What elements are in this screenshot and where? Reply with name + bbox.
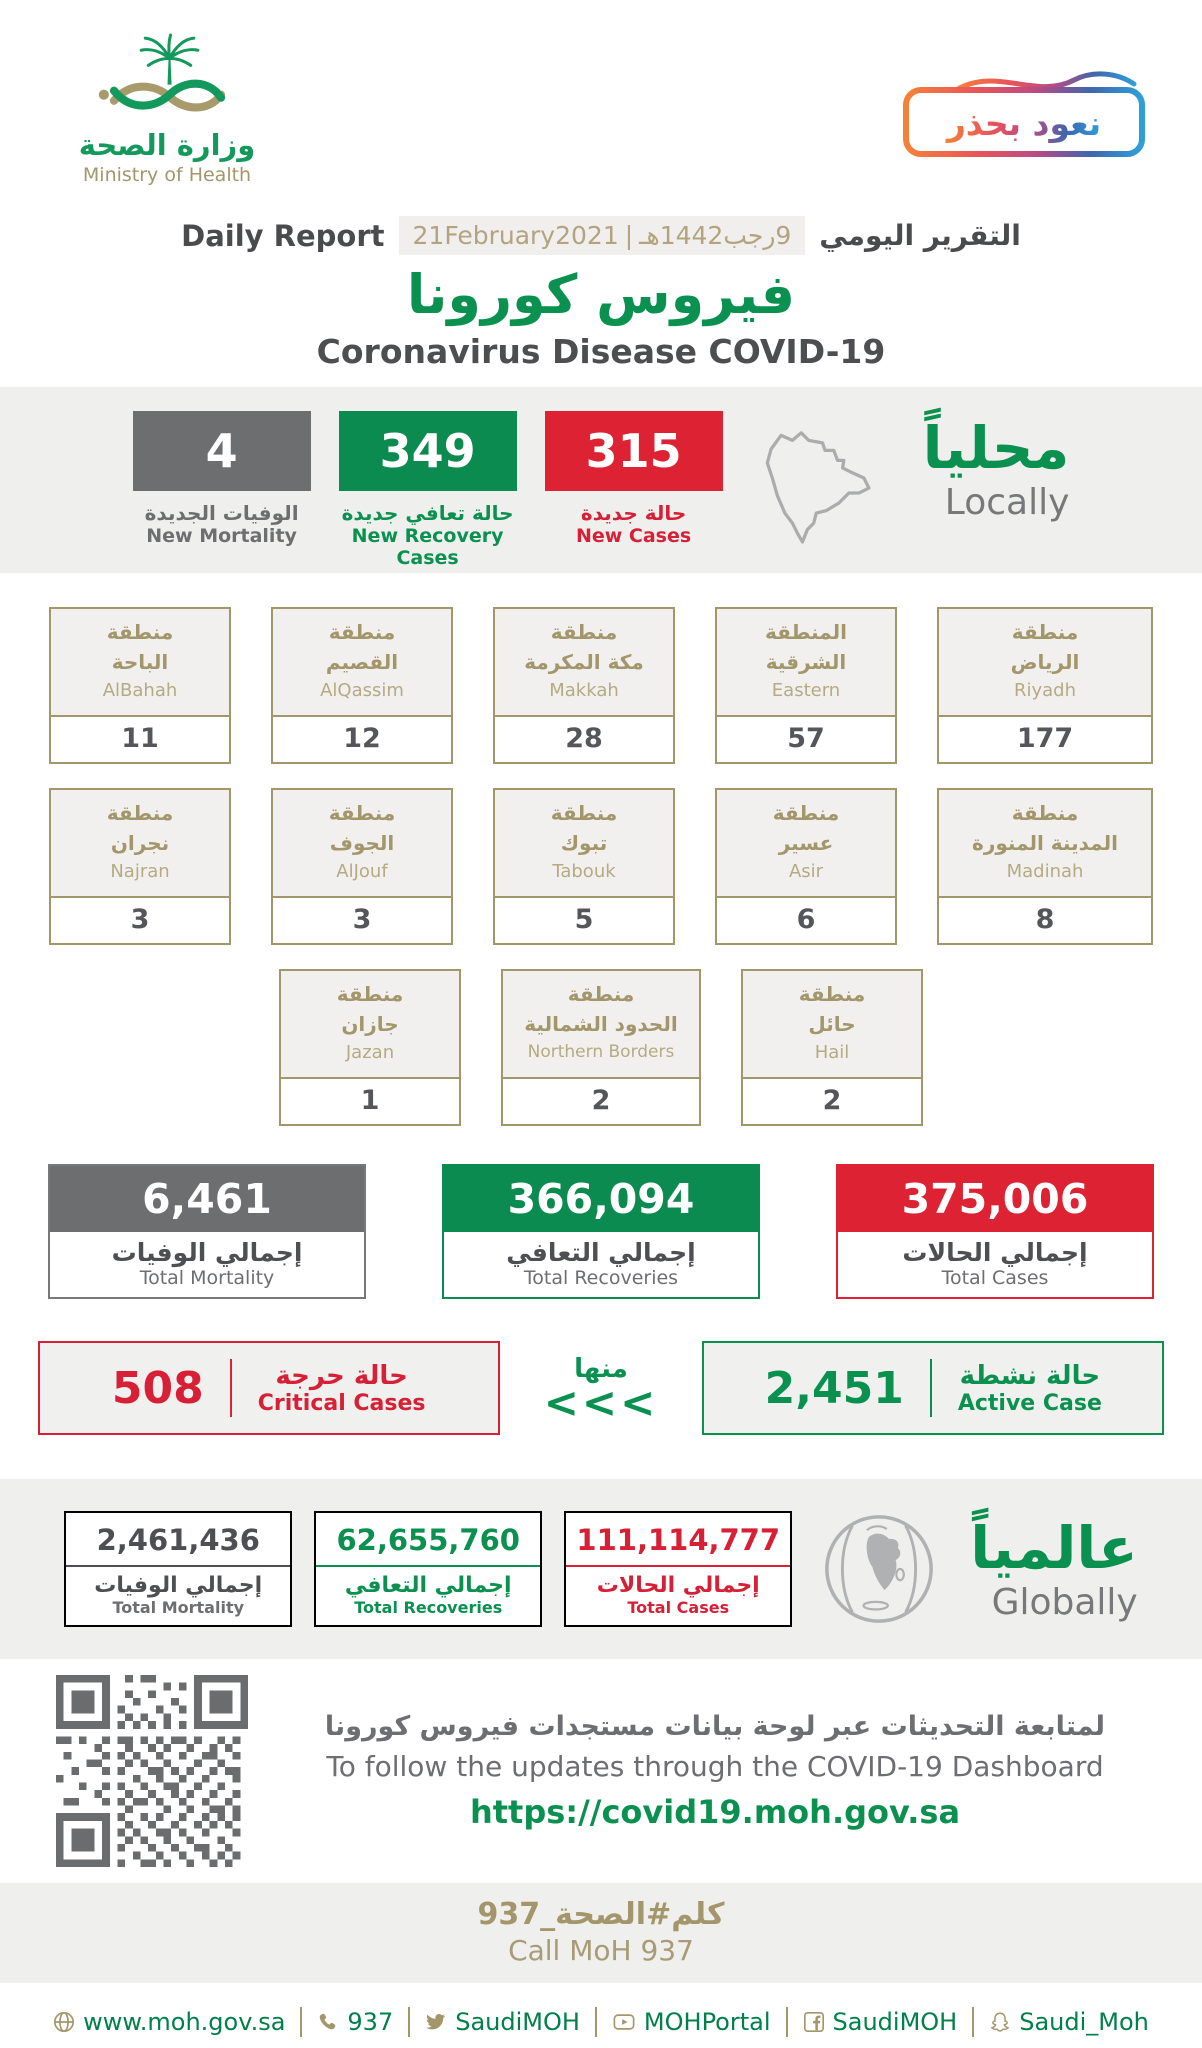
- snapchat-icon: [989, 2011, 1011, 2033]
- region-card-najran: [49, 788, 231, 945]
- total-cases-label-ar: إجمالي الحالات: [902, 1238, 1088, 1267]
- new-recovery-value: 349: [339, 411, 517, 491]
- total-cases-label-en: Total Cases: [941, 1267, 1049, 1289]
- region-card-tabouk: [493, 788, 675, 945]
- global-mortality-label-ar: إجمالي الوفيات: [94, 1573, 263, 1598]
- of-which-indicator: [543, 1354, 659, 1428]
- region-value: 3: [130, 904, 150, 935]
- daily-report-label-arabic: التقرير اليومي: [819, 219, 1021, 252]
- footer-youtube-text: MOHPortal: [643, 2008, 771, 2036]
- twitter-icon: [425, 2011, 447, 2033]
- critical-cases-box: [38, 1341, 500, 1435]
- new-mortality-label-ar: الوفيات الجديدة: [144, 501, 299, 525]
- region-card-aljouf: [271, 788, 453, 945]
- footer-snapchat-link[interactable]: [989, 2008, 1149, 2036]
- region-en: Jazan: [345, 1042, 395, 1063]
- region-value: 11: [121, 723, 159, 754]
- total-cases-value: 375,006: [838, 1166, 1152, 1232]
- region-card-asir: [715, 788, 897, 945]
- active-cases-box: [702, 1341, 1164, 1435]
- region-ar2: المدينة المنورة: [972, 831, 1118, 855]
- of-which-label: منها: [574, 1354, 628, 1385]
- region-en: Northern Borders: [527, 1042, 675, 1062]
- globe-icon: [818, 1506, 940, 1632]
- region-ar1: منطقة: [567, 982, 635, 1006]
- locally-heading-ar: محلياً: [922, 414, 1070, 482]
- region-row-2: [0, 788, 1202, 945]
- footer-separator: [786, 2007, 788, 2037]
- region-ar2: الباحة: [111, 650, 169, 674]
- daily-report-label: Daily Report: [181, 218, 385, 253]
- date-box: [399, 216, 806, 255]
- footer-separator: [408, 2007, 410, 2037]
- global-cases-box: [564, 1511, 792, 1627]
- new-cases-label-ar: حالة جديدة: [580, 501, 687, 525]
- region-ar1: منطقة: [328, 801, 396, 825]
- region-value: 5: [574, 904, 594, 935]
- locally-heading: [923, 415, 1070, 523]
- region-en: AlBahah: [102, 680, 178, 701]
- footer-links: [0, 2007, 1202, 2037]
- region-en: Asir: [788, 861, 824, 882]
- new-mortality-value: 4: [133, 411, 311, 491]
- global-cases-label-ar: إجمالي الحالات: [596, 1573, 760, 1598]
- divider: [930, 1359, 932, 1417]
- return-with-caution-badge: [898, 58, 1150, 168]
- badge-graphic: [898, 58, 1150, 164]
- new-recovery-label-ar: حالة تعافي جديدة: [341, 501, 514, 525]
- call-moh-hashtag: كلم#الصحة_937: [477, 1897, 725, 1932]
- footer-twitter-link[interactable]: [425, 2008, 580, 2036]
- header: [0, 0, 1202, 212]
- region-ar1: منطقة: [328, 620, 396, 644]
- call-moh-band: [0, 1883, 1202, 1983]
- region-value: 2: [591, 1085, 611, 1116]
- date-hijri: 9رجب1442هـ: [639, 221, 792, 250]
- region-en: Najran: [110, 861, 170, 882]
- critical-cases-value: 508: [111, 1362, 204, 1414]
- new-recovery-stat: [339, 411, 517, 569]
- global-cases-label-en: Total Cases: [627, 1598, 730, 1617]
- footer-facebook-link[interactable]: [803, 2008, 958, 2036]
- page-title-arabic: فيروس كورونا: [406, 263, 796, 326]
- region-ar1: منطقة: [336, 982, 404, 1006]
- region-en: Madinah: [1006, 861, 1084, 882]
- new-cases-stat: [545, 411, 723, 547]
- global-recoveries-label-ar: إجمالي التعافي: [344, 1573, 512, 1598]
- footer-separator: [972, 2007, 974, 2037]
- saudi-arabia-map-icon: [751, 413, 889, 553]
- region-ar2: الحدود الشمالية: [524, 1012, 678, 1036]
- totals-row: [0, 1164, 1202, 1299]
- page-title-english: Coronavirus Disease COVID-19: [316, 332, 886, 371]
- total-mortality-box: [48, 1164, 366, 1299]
- region-ar1: منطقة: [1011, 620, 1079, 644]
- region-en: AlJouf: [336, 861, 388, 882]
- footer-phone-link[interactable]: [317, 2008, 393, 2036]
- facebook-icon: [803, 2011, 825, 2033]
- date-separator: |: [624, 221, 634, 250]
- active-cases-label-en: Active Case: [957, 1390, 1102, 1416]
- region-ar2: مكة المكرمة: [524, 650, 644, 674]
- region-ar1: منطقة: [550, 801, 618, 825]
- region-ar2: تبوك: [560, 831, 608, 855]
- region-ar2: عسير: [778, 831, 834, 855]
- region-en: AlQassim: [320, 680, 404, 701]
- locally-heading-en: Locally: [944, 481, 1070, 523]
- region-value: 1: [360, 1085, 380, 1116]
- footer-youtube-link[interactable]: [612, 2008, 771, 2036]
- region-value: 177: [1016, 723, 1074, 754]
- footer-website-text: www.moh.gov.sa: [83, 2008, 286, 2036]
- moh-logo: [52, 26, 282, 186]
- locally-section: [0, 387, 1202, 573]
- critical-cases-label-ar: حالة حرجة: [275, 1360, 408, 1391]
- total-cases-box: [836, 1164, 1154, 1299]
- region-ar2: الرياض: [1010, 650, 1080, 674]
- global-recoveries-label-en: Total Recoveries: [354, 1598, 503, 1617]
- dashboard-section: [0, 1675, 1202, 1867]
- date-gregorian: 21February2021: [412, 221, 619, 250]
- region-ar1: المنطقة: [765, 620, 847, 644]
- region-row-3: [0, 969, 1202, 1126]
- date-row: [0, 216, 1202, 255]
- region-ar1: منطقة: [106, 620, 174, 644]
- globally-heading: [970, 1515, 1138, 1623]
- region-ar1: منطقة: [550, 620, 618, 644]
- region-en: Tabouk: [552, 861, 616, 882]
- divider: [230, 1359, 232, 1417]
- active-cases-value: 2,451: [764, 1362, 904, 1414]
- region-card-riyadh: [937, 607, 1153, 764]
- footer-separator: [595, 2007, 597, 2037]
- globally-heading-en: Globally: [991, 1581, 1138, 1623]
- logo-english-name: Ministry of Health: [82, 164, 252, 186]
- new-mortality-stat: [133, 411, 311, 547]
- region-value: 8: [1035, 904, 1055, 935]
- region-value: 57: [787, 723, 825, 754]
- globe-icon: [53, 2011, 75, 2033]
- globally-heading-ar: عالمياً: [970, 1514, 1138, 1583]
- region-card-eastern: [715, 607, 897, 764]
- new-mortality-label-en: New Mortality: [146, 525, 297, 547]
- chevrons-left-icon: <<<: [543, 1378, 659, 1428]
- total-mortality-value: 6,461: [50, 1166, 364, 1232]
- region-ar2: الشرقية: [765, 650, 847, 674]
- total-recoveries-box: [442, 1164, 760, 1299]
- total-mortality-label-ar: إجمالي الوفيات: [111, 1238, 303, 1267]
- total-mortality-label-en: Total Mortality: [139, 1267, 275, 1289]
- global-recoveries-box: [314, 1511, 542, 1627]
- active-cases-label-ar: حالة نشطة: [959, 1360, 1101, 1391]
- critical-active-row: [0, 1341, 1202, 1435]
- region-value: 2: [822, 1085, 842, 1116]
- dashboard-url-link[interactable]: https://covid19.moh.gov.sa: [469, 1793, 961, 1831]
- badge-text: نعود بحذر: [946, 104, 1102, 143]
- youtube-icon: [612, 2011, 636, 2033]
- region-ar1: منطقة: [798, 982, 866, 1006]
- region-ar2: القصيم: [325, 650, 399, 674]
- region-ar1: منطقة: [772, 801, 840, 825]
- qr-code: [56, 1675, 248, 1867]
- phone-icon: [317, 2011, 339, 2033]
- dashboard-text: [284, 1711, 1146, 1831]
- dashboard-line-ar: لمتابعة التحديثات عبر لوحة بيانات مستجدات فيروس كورونا: [324, 1711, 1106, 1742]
- region-value: 28: [565, 723, 603, 754]
- region-value: 6: [796, 904, 816, 935]
- regions-grid: [0, 607, 1202, 1126]
- region-ar1: منطقة: [106, 801, 174, 825]
- footer-facebook-text: SaudiMOH: [832, 2008, 958, 2036]
- region-card-madinah: [937, 788, 1153, 945]
- global-recoveries-value: 62,655,760: [316, 1523, 540, 1567]
- footer-phone-text: 937: [347, 2008, 394, 2036]
- region-card-hail: [741, 969, 923, 1126]
- region-value: 3: [352, 904, 372, 935]
- total-recoveries-value: 366,094: [444, 1166, 758, 1232]
- total-recoveries-label-ar: إجمالي التعافي: [506, 1238, 696, 1267]
- region-en: Makkah: [549, 680, 619, 701]
- region-card-jazan: [279, 969, 461, 1126]
- logo-arabic-name: وزارة الصحة: [78, 128, 256, 162]
- footer-snapchat-text: Saudi_Moh: [1019, 2008, 1149, 2036]
- global-mortality-box: [64, 1511, 292, 1627]
- region-en: Hail: [814, 1042, 850, 1063]
- global-cases-value: 111,114,777: [566, 1523, 790, 1567]
- footer-twitter-text: SaudiMOH: [455, 2008, 580, 2036]
- region-en: Eastern: [771, 680, 841, 701]
- global-mortality-value: 2,461,436: [66, 1523, 290, 1567]
- region-ar1: منطقة: [1011, 801, 1079, 825]
- footer-separator: [300, 2007, 302, 2037]
- region-row-1: [0, 607, 1202, 764]
- moh-emblem-icon: [78, 26, 256, 122]
- call-moh-english: Call MoH 937: [508, 1934, 694, 1967]
- region-ar2: جازان: [341, 1012, 399, 1036]
- new-recovery-label-en: New Recovery Cases: [351, 525, 504, 569]
- region-card-alqassim: [271, 607, 453, 764]
- region-card-northern-borders: [501, 969, 701, 1126]
- globally-section: [0, 1479, 1202, 1659]
- region-card-makkah: [493, 607, 675, 764]
- dashboard-line-en: To follow the updates through the COVID-19 Dashboard: [326, 1750, 1104, 1783]
- region-card-albahah: [49, 607, 231, 764]
- region-value: 12: [343, 723, 381, 754]
- new-cases-value: 315: [545, 411, 723, 491]
- region-ar2: الجوف: [329, 831, 395, 855]
- global-mortality-label-en: Total Mortality: [112, 1598, 245, 1617]
- region-en: Riyadh: [1013, 680, 1077, 701]
- critical-cases-label-en: Critical Cases: [257, 1390, 426, 1416]
- total-recoveries-label-en: Total Recoveries: [523, 1267, 679, 1289]
- footer-website-link[interactable]: [53, 2008, 285, 2036]
- new-cases-label-en: New Cases: [575, 525, 692, 547]
- region-ar2: نجران: [110, 831, 170, 855]
- region-ar2: حائل: [808, 1012, 856, 1036]
